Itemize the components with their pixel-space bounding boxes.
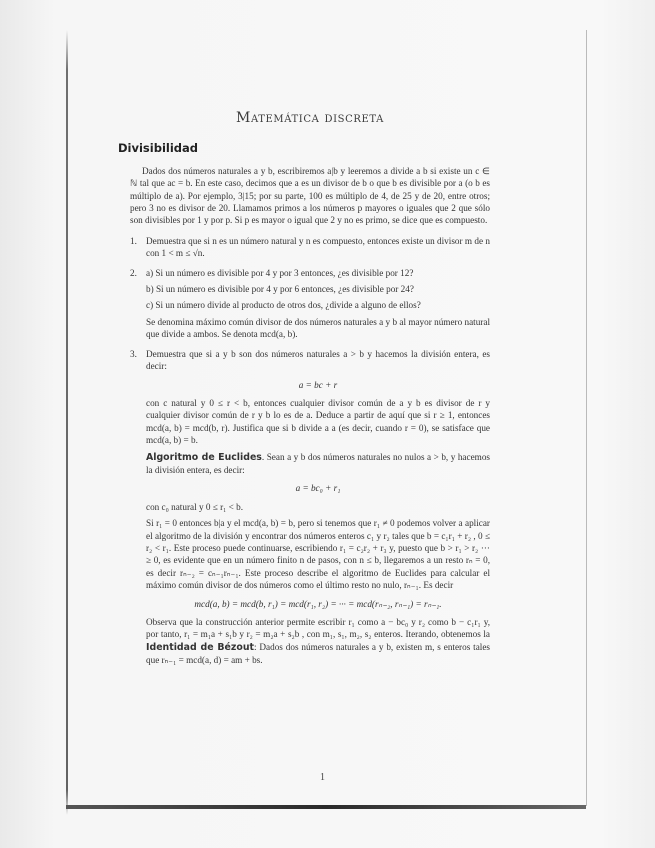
page-title: Matemática discreta (236, 110, 384, 126)
equation-mcd-chain: mcd(a, b) = mcd(b, r₁) = mcd(r₁, r₂) = ··· = mcd(rₙ₋₂, rₙ₋₁) = rₙ₋₁. (194, 598, 442, 609)
exercise-paragraph: con c₀ natural y 0 ≤ r₁ < b. (146, 501, 243, 512)
page-bottom-edge-shadow (66, 805, 586, 809)
page-left-edge-shadow (66, 30, 68, 815)
section-heading: Divisibilidad (118, 141, 198, 156)
exercise-text: Demuestra que si a y b son dos números naturales a > b y hacemos la división entera, es decir: (146, 348, 490, 372)
exercise-part-a: a) Si un número es divisible por 4 y por 3 entonces, ¿es divisible por 12? (146, 267, 414, 278)
exercise-1 (130, 235, 490, 260)
exercise-paragraph: con c natural y 0 ≤ r < b, entonces cualquier divisor común de a y b es divisor de r y cualquier divisor común de r y b lo es de a. Deduce a partir de aquí que si r ≥ 1, entonces mcd(a, b) = mcd(b, r). Justifica que si b divide a a (es decir, cuando r = 0), se satisface que mcd(a, b) = b. (146, 397, 490, 446)
euclid-heading: Algoritmo de Euclides (146, 451, 262, 463)
exercise-number: 2. (130, 267, 137, 278)
bezout-paragraph (146, 616, 490, 667)
euclid-intro-text: . Sean a y b dos números naturales no nulos a > b, y hacemos la división entera, es decir: (146, 451, 490, 475)
exercise-number: 1. (130, 235, 137, 246)
bezout-heading: Identidad de Bézout (146, 641, 254, 653)
exercise-paragraph: Si r₁ = 0 entonces b|a y el mcd(a, b) = b, pero si tenemos que r₁ ≠ 0 podemos volver a aplicar el algoritmo de la división y encontrar dos números enteros c₁ y r₂ tales que b = c₁r₁ + r₂ , 0 ≤ r₂ < r₁. Este proceso puede continuarse, escribiendo r₁ = c₂r₂ + r₃ y, puesto que b > r₁ > r₂ ··· ≥ 0, es evidente que en un número finito n de pasos, con n ≤ b, llegaremos a un resto rₙ = 0, es decir rₙ₋₂ = cₙ₋₁rₙ₋₁. Este proceso describe el algoritmo de Euclides para calcular el máximo común divisor de dos números como el último resto no nulo, rₙ₋₁. Es decir (146, 518, 490, 591)
bezout-text-start: Observa que la construcción anterior permite escribir r₁ como a − bc₀ y r₂ como b − c₁r₁ y, por tanto, r₁ = m₁a + s₁b y r₂ = m₂a + s₂b , con m₁, s₁, m₂, s₂ enteros. Iterando, obtenemos la (146, 617, 490, 640)
exercise-number: 3. (130, 348, 137, 359)
exercise-part-b: b) Si un número es divisible por 4 y por 6 entonces, ¿es divisible por 24? (146, 284, 414, 295)
document-page (118, 110, 490, 674)
exercise-list (130, 235, 490, 667)
intro-paragraph: Dados dos números naturales a y b, escribiremos a|b y leeremos a divide a b si existe un c ∈ ℕ tal que ac = b. En este caso, decimos que a es un divisor de b o que b es divisible por a (o b es múltiplo de a). Por ejemplo, 3|15; por su parte, 100 es múltiplo de 4, de 25 y de 20, entre otros; pero 3 no es divisor de 20. Llamamos primos a los números p mayores o iguales que 2 que sólo son divisibles por 1 y por p. Si p es mayor o igual que 2 y no es primo, se dice que es compuesto. (130, 165, 490, 226)
exercise-part-c: c) Si un número divide al producto de otros dos, ¿divide a alguno de ellos? (146, 300, 421, 311)
exercise-text: Demuestra que si n es un número natural y n es compuesto, entonces existe un divisor m de n con 1 < m ≤ √n. (146, 235, 490, 259)
page-number: 1 (320, 772, 325, 783)
exercise-2 (130, 267, 490, 341)
exercise-3 (130, 348, 490, 667)
euclid-intro (146, 451, 490, 477)
bezout-text-end: : Dados dos números naturales a y b, existen m, s enteros tales que rₙ₋₁ = mcd(a, d) = am + bs. (146, 641, 490, 666)
equation-division: a = bc + r (298, 379, 338, 390)
mcd-definition: Se denomina máximo común divisor de dos números naturales a y b al mayor número natural que divide a ambos. Se denota mcd(a, b). (146, 316, 490, 340)
page-right-edge (586, 30, 587, 806)
equation-euclid-step: a = bc₀ + r₁ (295, 483, 341, 494)
